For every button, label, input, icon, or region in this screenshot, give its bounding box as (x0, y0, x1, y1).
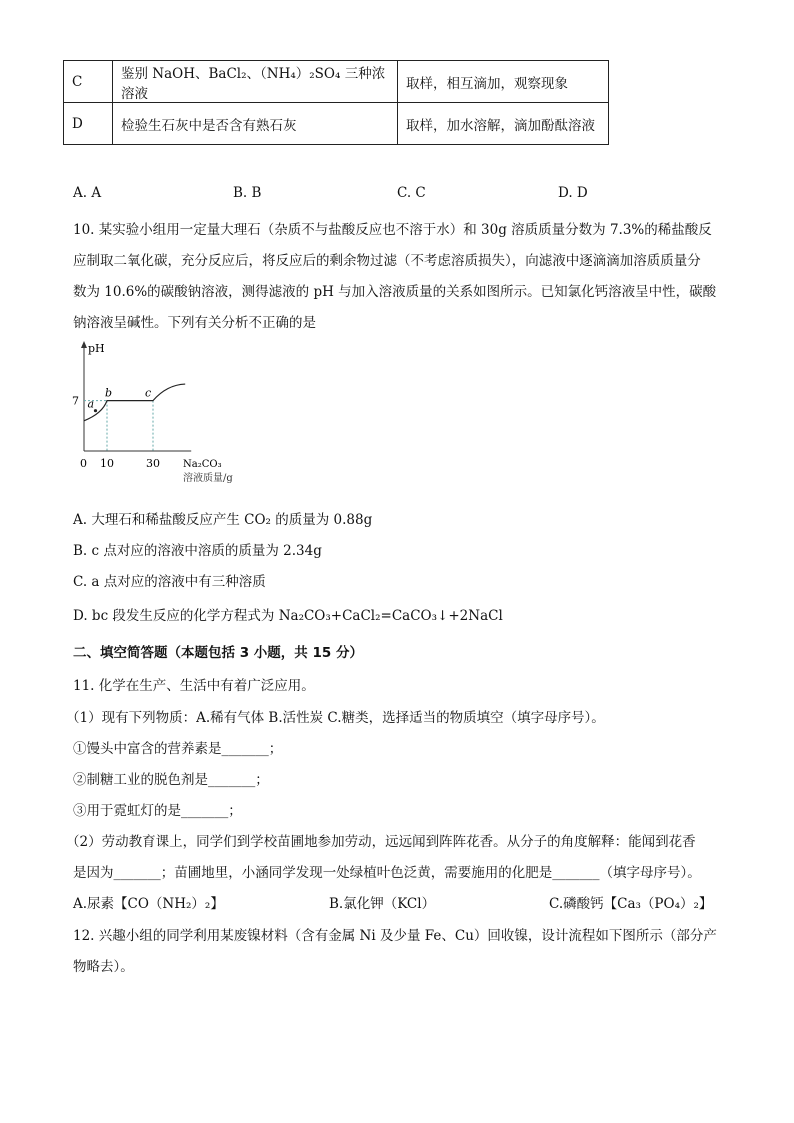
point-label-a: a (87, 397, 95, 411)
y-axis-arrow (81, 341, 87, 348)
q11-part1: （1）现有下列物质：A.稀有气体 B.活性炭 C.糖类，选择适当的物质填空（填字母序号）。 (66, 710, 605, 726)
x-tick-label: 0 (80, 457, 87, 470)
q10-stem-line: 钠溶液呈碱性。下列有关分析不正确的是 (73, 315, 316, 331)
table-row (64, 61, 609, 103)
row-content: 鉴别 NaOH、BaCl₂、（NH₄）₂SO₄ 三种浓溶液 (113, 61, 398, 103)
q11-choice-b: B.氯化钾（KCl） (329, 896, 436, 912)
x-tick-label: 10 (100, 457, 114, 470)
q9-option-d: D. D (558, 185, 588, 201)
q9-option-a: A. A (73, 185, 102, 201)
q11-intro: 11. 化学在生产、生活中有着广泛应用。 (73, 678, 315, 694)
row-label: C (64, 61, 113, 103)
y-axis-label: pH (88, 342, 105, 355)
point-label-c: c (145, 386, 152, 400)
q10-option-a: A. 大理石和稀盐酸反应产生 CO₂ 的质量为 0.88g (73, 512, 373, 528)
point-a (94, 409, 97, 412)
row-content: 检验生石灰中是否含有熟石灰 (113, 103, 398, 145)
q11-choice-c: C.磷酸钙【Ca₃（PO₄）₂】 (549, 896, 713, 912)
q10-stem-line: 10. 某实验小组用一定量大理石（杂质不与盐酸反应也不溶于水）和 30g 溶质质量分数为 7.3%的稀盐酸反 (73, 222, 712, 238)
section-title: 二、填空简答题（本题包括 3 小题，共 15 分） (73, 645, 363, 661)
table-row (64, 103, 609, 145)
row-method: 取样，相互滴加，观察现象 (398, 61, 609, 103)
q11-part2-line: 是因为_______；苗圃地里，小涵同学发现一处绿植叶色泛黄，需要施用的化肥是_______（填字母序号）。 (73, 865, 701, 881)
row-method: 取样，加水溶解，滴加酚酞溶液 (398, 103, 609, 145)
q10-stem-line: 数为 10.6%的碳酸钠溶液，测得滤液的 pH 与加入溶液质量的关系如图所示。已知氯化钙溶液呈中性，碳酸 (73, 284, 717, 300)
y-tick-label: 7 (72, 394, 79, 408)
q9-option-b: B. B (233, 185, 262, 201)
q11-item: ②制糖工业的脱色剂是_______； (73, 772, 269, 788)
q9-option-c: C. C (397, 185, 426, 201)
q11-choice-a: A.尿素【CO（NH₂）₂】 (73, 896, 224, 912)
ph-curve (84, 384, 185, 421)
q12-line: 物略去）。 (73, 959, 134, 975)
q10-option-c: C. a 点对应的溶液中有三种溶质 (73, 574, 266, 590)
options-table (63, 60, 609, 145)
point-label-b: b (105, 386, 113, 400)
x-axis-label: Na₂CO₃ (183, 459, 222, 470)
q11-item: ③用于霓虹灯的是_______； (73, 803, 242, 819)
q10-option-b: B. c 点对应的溶液中溶质的质量为 2.34g (73, 543, 322, 559)
q11-part2-line: （2）劳动教育课上，同学们到学校苗圃地参加劳动，远远闻到阵阵花香。从分子的角度解释：能闻到花香 (66, 834, 696, 850)
x-axis-label-unit: 溶液质量/g (183, 473, 233, 484)
x-tick-label: 30 (146, 457, 160, 470)
q11-item: ①馒头中富含的营养素是_______； (73, 741, 283, 757)
q12-line: 12. 兴趣小组的同学利用某废镍材料（含有金属 Ni 及少量 Fe、Cu）回收镍，设计流程如下图所示（部分产 (73, 928, 717, 944)
q10-stem-line: 应制取二氧化碳，充分反应后，将反应后的剩余物过滤（不考虑溶质损失），向滤液中逐滴滴加溶质质量分 (73, 253, 701, 269)
ph-chart (60, 338, 260, 498)
row-label: D (64, 103, 113, 145)
q10-option-d: D. bc 段发生反应的化学方程式为 Na₂CO₃+CaCl₂=CaCO₃↓+2NaCl (73, 608, 503, 624)
